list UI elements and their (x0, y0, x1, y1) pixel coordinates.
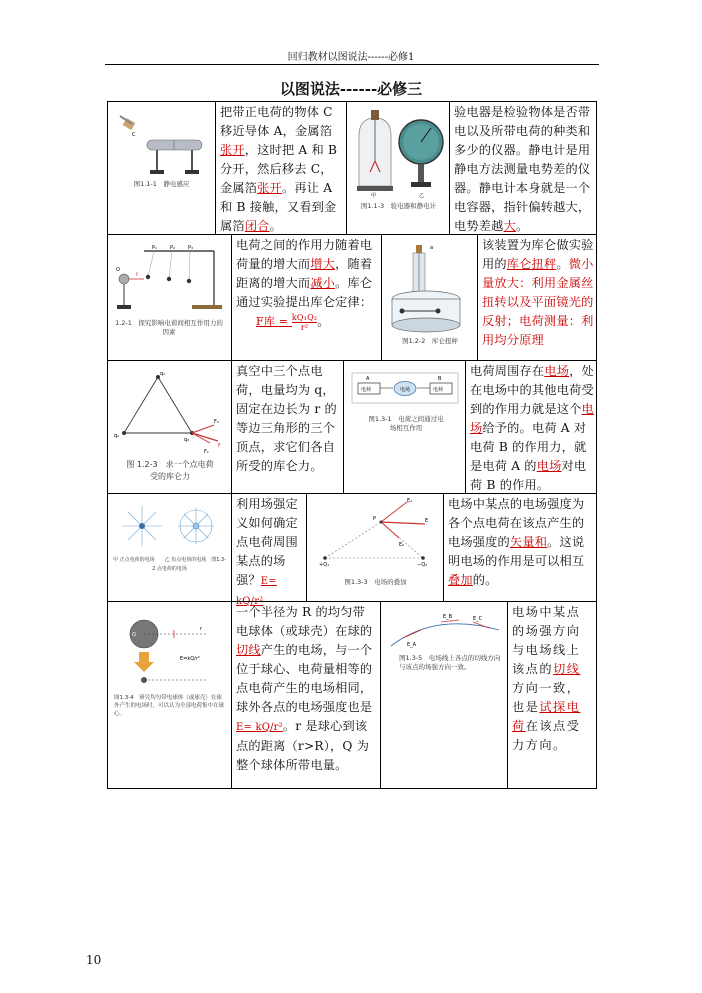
svg-text:E_B: E_B (443, 614, 453, 620)
row5-figure-field-line-tangent (380, 602, 507, 788)
torsion-balance-figure (388, 239, 474, 337)
answer-vector-sum: 矢量和 (509, 535, 548, 549)
row4-figure-superposition (306, 494, 443, 601)
row3-figure1-caption: 图 1.2-3 求一个点电荷受的库仑力 (126, 460, 214, 481)
svg-text:E₁: E₁ (407, 498, 413, 504)
svg-text:E_C: E_C (473, 616, 483, 622)
text-run: 验电器是检验物体是否带电以及所带电荷的种类和多少的仪器。静电计是用静电方法测量电势差的仪器。静电计本身就是一个电容器，指针偏转越大，电势差越 (454, 105, 591, 233)
point-charge-field-figure (114, 502, 226, 556)
row5-figure2-caption: 图1.3-5 电场线上各点的切线方向与该点的场强方向一致。 (399, 654, 501, 671)
svg-text:+Q₁: +Q₁ (319, 562, 330, 568)
svg-text:r: r (200, 626, 203, 632)
row3-figure2-caption: 图1.3-1 电荷之间通过电场相互作用 (368, 415, 444, 432)
svg-text:E: E (425, 518, 429, 524)
row4-figure-point-charge-field (108, 494, 231, 601)
coulomb-factors-figure (114, 243, 226, 313)
svg-text:q₁: q₁ (160, 371, 166, 377)
row3-text-electric-field (465, 361, 598, 493)
svg-text:电荷: 电荷 (433, 387, 444, 393)
svg-text:C: C (132, 132, 136, 138)
running-header: 回归教材以图说法------必修1 (287, 52, 415, 63)
row2-text-coulomb-law (231, 235, 381, 360)
answer-field-2: 电场 (470, 402, 594, 435)
svg-text:A: A (366, 376, 370, 382)
svg-text:q₃: q₃ (184, 437, 190, 443)
svg-text:F: F (218, 443, 221, 449)
row2-text2: 该装置为库仑做实验用的库仑扭秤。微小量放大：利用金属丝扭转以及平面镜光的反射；电荷测量：利用均分原理 (482, 238, 594, 347)
electroscope-label-a: 甲 (371, 193, 377, 198)
page-title: 以图说法------必修三 (279, 80, 423, 98)
torsion-balance-method-note: 微小量放大：利用金属丝扭转以及平面镜光的反射；电荷测量：利用均分原理 (482, 257, 594, 347)
svg-text:电荷: 电荷 (361, 387, 372, 393)
row1-figure1-caption: 图1.1-1 静电感应 (133, 180, 190, 188)
text-run: ，这时把 A 和 B 分开，然后移去 C，金属箔 (220, 143, 338, 195)
row1-text-electroscope (449, 102, 598, 234)
answer-blank: 张开 (220, 143, 245, 157)
answer-superpose: 叠加 (448, 573, 473, 587)
answer-increase: 增大 (310, 257, 336, 271)
point-charge-field-formula: E= kQ/r² (236, 576, 277, 607)
row2-figure-coulomb-factors (108, 235, 231, 360)
row3-text2: 电荷周围存在电场，处在电场中的其他电荷受到的作用力就是这个电场给予的。电荷 A 对电荷 B 的作用力，就是电荷 A 的电场对电荷 B 的作用。 (470, 364, 594, 492)
table-row-1 (107, 101, 597, 235)
row2-text1: 电荷之间的作用力随着电荷量的增大而增大，随着距离的增大而减小。库仑通过实验提出库仑定律： F库 = $\frac{\text{kQ₁Q₂}}{\text{r²}}$ 。 (236, 238, 373, 332)
row1-figure2-caption: 图1.1-3 验电器和静电计 (360, 202, 437, 210)
row4-text-superposition (443, 494, 598, 601)
row5-figure1-caption: 图1.3-4 研究均匀带电球体（或球壳）在球外产生的电场时，可以认为全部电荷集中在球心。 (114, 695, 225, 717)
table-row-5 (107, 601, 597, 789)
svg-text:P₂: P₂ (170, 245, 176, 251)
answer-decrease: 减小 (310, 276, 336, 290)
electroscope-figure (349, 106, 449, 198)
row3-figure-field-interaction (343, 361, 465, 493)
row1-text-induction (215, 102, 346, 234)
answer-tangent: 切线 (553, 662, 581, 676)
row1-figure-electroscope (346, 102, 449, 234)
content-table (107, 101, 597, 789)
answer-blank: 张开 (257, 181, 282, 195)
svg-text:O: O (116, 267, 120, 273)
row4-text1: 利用场强定义如何确定点电荷周围某点的场强？E= kQ/r² (236, 497, 298, 607)
row2-text-torsion-balance (477, 235, 598, 360)
svg-text:a: a (430, 245, 434, 251)
page-number: 10 (86, 953, 102, 967)
text-run: 。再让 A 和 B 接触，又看到金属箔 (220, 181, 337, 233)
row1-text1 (216, 102, 346, 237)
row3-figure-three-charges (108, 361, 231, 493)
row4-text-point-charge (231, 494, 306, 607)
svg-text:F₂: F₂ (214, 419, 219, 425)
row4-figure1-caption: 甲 正点电荷的电场 乙 负点电荷的电场 图1.3-2 点电荷的电场 (113, 557, 226, 572)
row5-text1: 一个半径为 R 的均匀带电球体（或球壳）在球的切线产生的电场，与一个位于球心、电荷量相等的点电荷产生的电场相同，球外各点的电场强度也是 E= kQ/r²。r 是球心到该点的距离（r>R），Q 为整个球体所带电量。 (236, 605, 373, 772)
field-superposition-figure (313, 498, 439, 578)
row4-text2: 电场中某点的电场强度为各个点电荷在该点产生的电场强度的矢量和。这说明电场的作用是可以相互叠加的。 (448, 497, 585, 587)
table-row-3 (107, 360, 597, 494)
text-run: 把带正电荷的物体 C 移近导体 A，金属箔 (220, 105, 333, 138)
row5-text-charged-sphere (231, 602, 380, 788)
field-line-tangent-figure (385, 610, 505, 650)
text-run: 。 (269, 219, 282, 233)
row1-text2 (450, 102, 598, 237)
electroscope-label-b: 乙 (419, 193, 425, 198)
answer-field-3: 电场 (536, 459, 562, 473)
coulomb-formula: F库 = $\frac{\text{kQ₁Q₂}}{\text{r²}}$ (256, 312, 318, 332)
electrostatic-induction-figure (112, 110, 212, 190)
answer-blank: 闭合 (244, 219, 270, 233)
row4-figure2-caption: 图1.3-3 电场的叠加 (344, 578, 407, 586)
svg-text:E=kQ/r²: E=kQ/r² (180, 656, 200, 662)
row5-text-field-direction (507, 602, 598, 788)
row3-text1: 真空中三个点电荷，电量均为 q，固定在边长为 r 的等边三角形的三个顶点，求它们各自所受的库仑力。 (236, 364, 337, 473)
svg-text:电场: 电场 (400, 387, 411, 393)
answer-outside: 切线 (236, 643, 261, 657)
row5-text2: 电场中某点的场强方向与电场线上该点的切线方向一致，也是试探电荷在该点受力方向。 (512, 605, 581, 752)
table-row-2 (107, 234, 597, 361)
three-charges-triangle-figure (114, 367, 226, 463)
row1-figure-electrostatic-induction (108, 102, 215, 234)
sphere-field-formula: E= kQ/r² (236, 722, 283, 733)
text-run: 。 (515, 219, 529, 233)
row2-figure2-caption: 图1.2-2 库仑扭秤 (402, 337, 458, 345)
field-interaction-figure (350, 371, 460, 411)
header-rule (105, 64, 599, 65)
answer-torsion-balance: 库仑扭秤 (506, 257, 557, 271)
svg-text:−Q₂: −Q₂ (417, 562, 428, 568)
row2-figure-torsion-balance (381, 235, 477, 360)
svg-text:E_A: E_A (407, 642, 417, 648)
answer-field-1: 电场 (544, 364, 570, 378)
svg-text:E₂: E₂ (399, 542, 405, 548)
svg-text:B: B (438, 376, 442, 382)
svg-text:P: P (373, 516, 377, 522)
svg-text:P₁: P₁ (152, 245, 158, 251)
answer-blank: 大 (503, 219, 516, 233)
svg-text:Q: Q (132, 632, 136, 638)
svg-text:F: F (136, 273, 139, 278)
svg-text:F₁: F₁ (204, 449, 209, 455)
row5-figure-charged-sphere (108, 602, 231, 788)
row2-figure1-caption: 1.2-1 探究影响电荷间相互作用力的因素 (115, 319, 223, 336)
svg-text:P₃: P₃ (188, 245, 194, 251)
charged-sphere-figure (118, 616, 222, 692)
table-row-4 (107, 493, 597, 607)
svg-text:q₂: q₂ (114, 433, 120, 439)
answer-test-charge: 试探电荷 (512, 700, 581, 733)
row3-text-three-charges (231, 361, 343, 493)
